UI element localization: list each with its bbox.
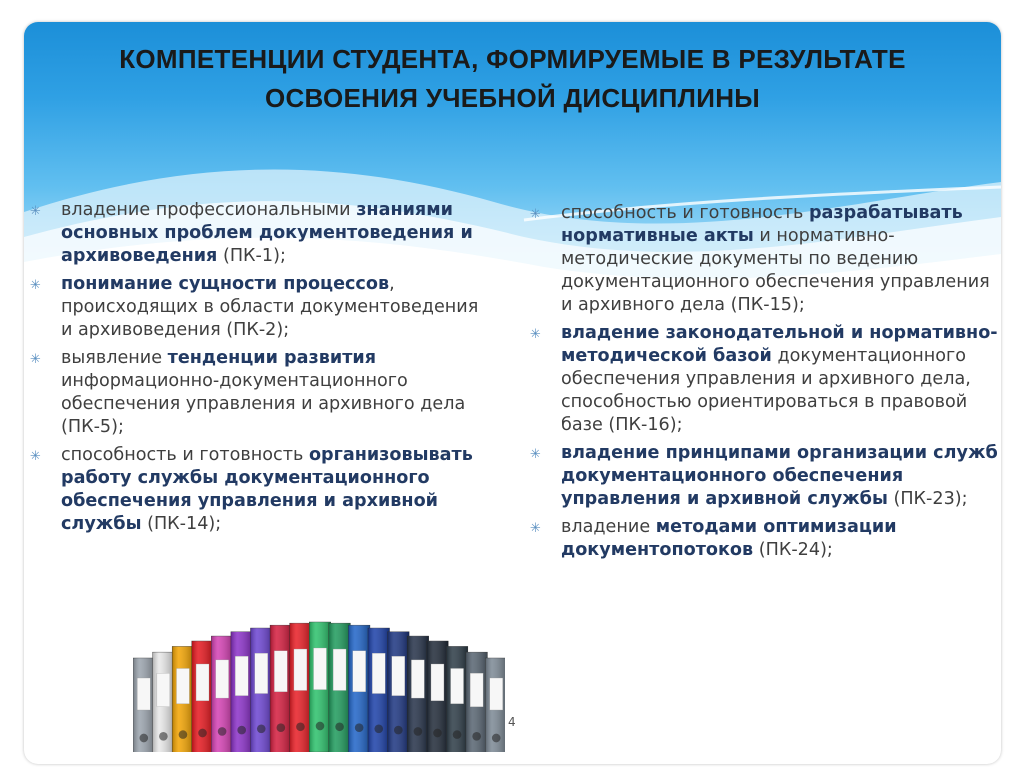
binder-label — [411, 660, 424, 698]
binder-label — [314, 648, 327, 690]
binder-ring — [492, 734, 501, 743]
star-bullet-icon: ✳ — [530, 327, 541, 342]
binder-ring — [296, 722, 305, 731]
binder-ring — [355, 723, 364, 732]
binder-label — [490, 678, 503, 710]
binder-label — [431, 664, 444, 701]
binder-label — [353, 651, 366, 692]
binder-label — [255, 653, 268, 693]
star-bullet-icon: ✳ — [530, 447, 541, 462]
list-item: ✳ выявление тенденции развития информационно-документационного обеспечения управления и архивного дела (ПК-5); — [30, 348, 466, 437]
binder-ring — [237, 726, 246, 735]
left-competency-list — [30, 199, 490, 541]
binder-ring — [453, 730, 462, 739]
binder-label — [216, 660, 229, 698]
binder-label — [196, 664, 209, 701]
page-number: 4 — [508, 715, 516, 729]
binder-ring — [198, 729, 207, 738]
binder-label — [392, 656, 405, 695]
star-bullet-icon: ✳ — [30, 204, 41, 219]
binder-ring — [159, 732, 168, 741]
list-item: ✳ владение профессиональными знаниями основных проблем документоведения и архивоведения (ПК-1); — [30, 200, 473, 266]
binder-label — [235, 656, 248, 695]
binder-ring — [335, 722, 344, 731]
right-competency-list — [530, 202, 1000, 567]
binder-label — [274, 651, 287, 692]
slide-title — [24, 40, 1001, 118]
list-item: ✳ владение принципами организации служб документационного обеспечения управления и архивной службы (ПК-23); — [530, 443, 998, 509]
binders-image — [133, 607, 505, 752]
binder-label — [470, 673, 483, 707]
binder-label — [451, 668, 464, 703]
binder-ring — [374, 724, 383, 733]
binder-label — [372, 653, 385, 693]
binder-ring — [316, 722, 325, 731]
list-item: ✳ способность и готовность организовывать работу службы документационного обеспечения управления и архивной службы (ПК-14); — [30, 445, 473, 534]
list-item: ✳ понимание сущности процессов, происходящих в области документоведения и архивоведения (ПК-2); — [30, 274, 479, 340]
list-item: ✳ способность и готовность разрабатывать нормативные акты и нормативно-методические документы по ведению документационного обеспечения управления и архивного дела (ПК-15); — [530, 203, 990, 315]
title-line-1: КОМПЕТЕНЦИИ СТУДЕНТА, ФОРМИРУЕМЫЕ В РЕЗУЛЬТАТЕ — [119, 44, 906, 74]
binder-label — [137, 678, 150, 710]
binder-ring — [433, 729, 442, 738]
binder-ring — [414, 727, 423, 736]
binder-ring — [139, 734, 148, 743]
binder-label — [294, 649, 307, 690]
slide — [24, 22, 1001, 764]
binder-ring — [277, 723, 286, 732]
star-bullet-icon: ✳ — [30, 278, 41, 293]
binder-ring — [218, 727, 227, 736]
star-bullet-icon: ✳ — [530, 207, 541, 222]
binder-ring — [179, 730, 188, 739]
list-item: ✳ владение методами оптимизации документопотоков (ПК-24); — [530, 517, 897, 560]
star-bullet-icon: ✳ — [30, 352, 41, 367]
list-item: ✳ владение законодательной и нормативно-методической базой документационного обеспечения управления и архивного дела, способностью ориентироваться в правовой базе (ПК-16); — [530, 323, 998, 435]
binder-label — [333, 649, 346, 690]
binder-label — [157, 673, 170, 707]
binder-ring — [472, 732, 481, 741]
star-bullet-icon: ✳ — [530, 521, 541, 536]
title-line-2: ОСВОЕНИЯ УЧЕБНОЙ ДИСЦИПЛИНЫ — [264, 83, 761, 113]
star-bullet-icon: ✳ — [30, 449, 41, 464]
binder-label — [176, 668, 189, 703]
binder-ring — [257, 724, 266, 733]
binder-ring — [394, 726, 403, 735]
